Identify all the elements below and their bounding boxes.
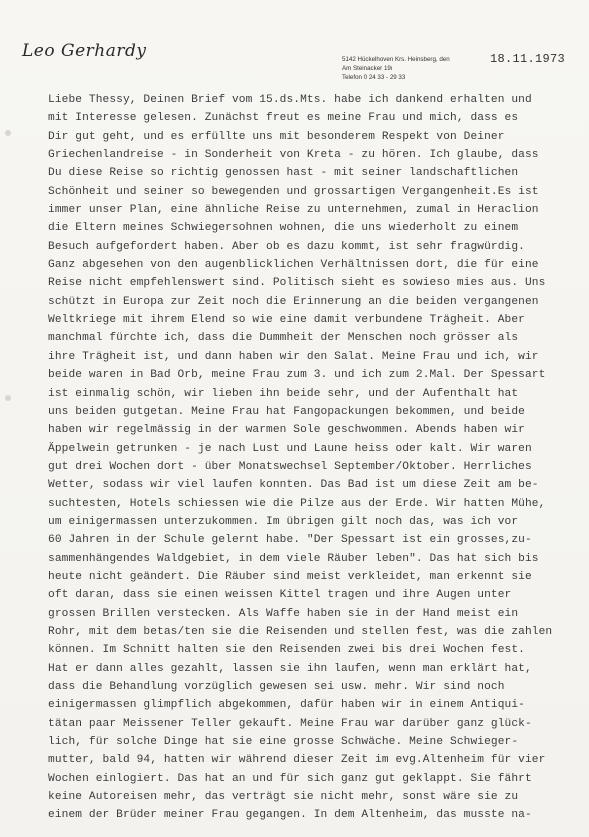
letter-line: sammenhängendes Waldgebiet, in dem viele Räuber leben". Das hat sich bis bbox=[48, 552, 539, 565]
letterhead-address bbox=[342, 55, 450, 82]
letter-line: 60 Jahren in der Schule gelernt habe. "Der Spessart ist ein grosses,zu- bbox=[48, 534, 532, 547]
letter-line: Du diese Reise so richtig genossen hast - mit seiner landschaftlichen bbox=[48, 167, 519, 180]
address-line-1: 5142 Hückelhoven Krs. Heinsberg, den bbox=[342, 56, 450, 63]
letter-line: ist einmalig schön, wir lieben ihn beide sehr, und der Aufenthalt hat bbox=[48, 387, 519, 400]
letter-line: Griechenlandreise - in Sonderheit von Kreta - zu hören. Ich glaube, dass bbox=[48, 149, 539, 162]
letter-date: 18.11.1973 bbox=[490, 52, 566, 66]
letter-line: immer unser Plan, eine ähnliche Reise zu unternehmen, zumal in Heraclion bbox=[48, 204, 539, 217]
letter-line: beide waren in Bad Orb, meine Frau zum 3. und ich zum 2.Mal. Der Spessart bbox=[48, 369, 546, 382]
letter-line: haben wir regelmässig in der warmen Sole geschwommen. Abends haben wir bbox=[48, 424, 525, 437]
letterhead-name: Leo Gerhardy bbox=[22, 41, 147, 61]
letter-line: Äppelwein getrunken - je nach Lust und Laune heiss oder kalt. Wir waren bbox=[48, 442, 532, 455]
letter-line: uns beiden gutgetan. Meine Frau hat Fangopackungen bekommen, und beide bbox=[48, 405, 525, 418]
punch-hole bbox=[5, 130, 11, 136]
letter-line: grossen Brillen verstecken. Als Waffe haben sie in der Hand meist ein bbox=[48, 607, 519, 620]
letter-line: Hat er dann alles gezahlt, lassen sie ihn laufen, wenn man erklärt hat, bbox=[48, 662, 532, 675]
letter-line: Liebe Thessy, Deinen Brief vom 15.ds.Mts. habe ich dankend erhalten und bbox=[48, 94, 532, 106]
letter-line: mit Interesse gelesen. Zunächst freut es meine Frau und mich, dass es bbox=[48, 112, 519, 125]
letter-line: mutter, bald 94, hatten wir während dieser Zeit im evg.Altenheim für vier bbox=[48, 754, 546, 767]
letter-line: heute nicht geändert. Die Räuber sind meist verkleidet, man erkennt sie bbox=[48, 570, 532, 583]
letter-line: Weltkriege mit ihrem Elend so wie eine damit verbundene Trägheit. Aber bbox=[48, 314, 525, 327]
letter-line: einigermassen glimpflich abgekommen, dafür haben wir in einem Antiqui- bbox=[48, 699, 525, 712]
letter-line: manchmal fürchte ich, dass die Dummheit der Menschen noch grösser als bbox=[48, 332, 519, 345]
letter-line: einem der Brüder meiner Frau gegangen. In dem Altenheim, das musste na- bbox=[48, 809, 532, 822]
letter-line: schützt in Europa zur Zeit noch die Erinnerung an die beiden vergangenen bbox=[48, 295, 539, 308]
letter-line: gut drei Wochen dort - über Monatswechsel September/Oktober. Herrliches bbox=[48, 460, 532, 473]
letter-line: Dir gut geht, und es erfüllte uns mit besonderem Respekt von Deiner bbox=[48, 130, 505, 143]
letter-line: Ganz abgesehen von den augenblicklichen Verhältnissen dort, die für eine bbox=[48, 259, 539, 272]
letter-line: Wochen einlogiert. Das hat an und für sich ganz gut geklappt. Sie fährt bbox=[48, 772, 532, 785]
punch-hole bbox=[5, 395, 11, 401]
letter-line: Reise nicht empfehlenswert sind. Politisch sieht es sowieso mies aus. Uns bbox=[48, 277, 546, 290]
letter-line: Wetter, sodass wir viel laufen konnten. Das Bad ist um diese Zeit am be- bbox=[48, 479, 539, 492]
letter-body bbox=[48, 91, 588, 825]
letter-line: die Eltern meines Schwiegersohnen wohnen, die uns wiederholt zu einem bbox=[48, 222, 519, 235]
letter-line: oft daran, dass sie einen weissen Kittel tragen und ihre Augen unter bbox=[48, 589, 512, 602]
letter-line: Besuch aufgefordert haben. Aber ob es dazu kommt, ist sehr fragwürdig. bbox=[48, 240, 525, 253]
letter-line: Schönheit und seiner so bewegenden und grossartigen Vergangenheit.Es ist bbox=[48, 185, 539, 198]
letter-line: ihre Trägheit ist, und dann haben wir den Salat. Meine Frau und ich, wir bbox=[48, 350, 539, 363]
letter-line: keine Autoreisen mehr, das verträgt sie nicht mehr, sonst wäre sie zu bbox=[48, 791, 519, 804]
letter-line: lich, für solche Dinge hat sie eine grosse Schwäche. Meine Schwieger- bbox=[48, 736, 519, 749]
address-line-2: Am Steinacker 19ı bbox=[342, 65, 393, 72]
phone-line: Telefon 0 24 33 - 29 33 bbox=[342, 74, 406, 81]
letter-line: um einigermassen unterzukommen. Im übrigen gilt noch das, was ich vor bbox=[48, 515, 519, 528]
letter-line: Rohr, mit dem betas/ten sie die Reisenden und stellen fest, was die zahlen bbox=[48, 625, 553, 638]
letter-line: dass die Behandlung vorzüglich gewesen sei usw. mehr. Wir sind noch bbox=[48, 681, 505, 693]
letter-line: können. Im Schnitt halten sie den Reisenden zwei bis drei Wochen fest. bbox=[48, 644, 525, 657]
letter-line: suchtesten, Hotels schiessen wie die Pilze aus der Erde. Wir hatten Mühe, bbox=[48, 497, 546, 510]
letter-line: tätan paar Meissener Teller gekauft. Meine Frau war darüber ganz glück- bbox=[48, 717, 532, 730]
